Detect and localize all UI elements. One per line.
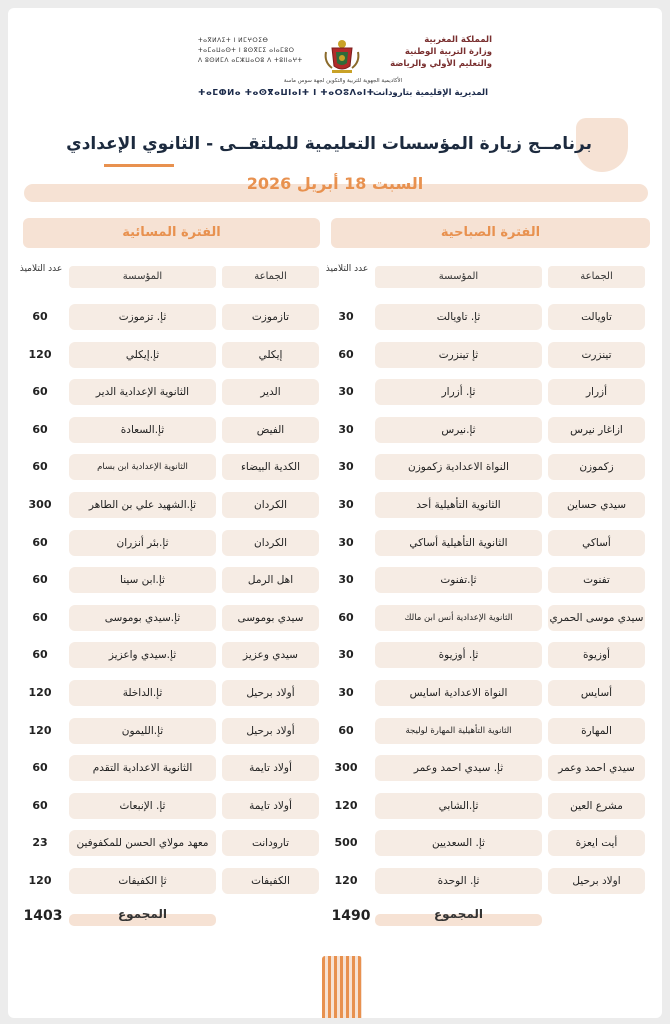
- morning-commune-cell: تينزرت: [548, 342, 645, 368]
- evening-commune-cell: أولاد تايمة: [222, 793, 319, 819]
- header-ar-line: والتعليم الأولي والرياضة: [390, 59, 492, 69]
- morning-count-cell: 300: [334, 761, 358, 774]
- morning-commune-cell: أوزيوة: [548, 642, 645, 668]
- morning-count-cell: 30: [338, 686, 354, 699]
- evening-school-cell: ثإ.الشهيد علي بن الطاهر: [69, 492, 216, 518]
- morning-count-cell: 30: [338, 648, 354, 661]
- evening-commune-cell: أولاد برحيل: [222, 718, 319, 744]
- evening-count-cell: 60: [32, 423, 48, 436]
- evening-count-cell: 60: [32, 573, 48, 586]
- royal-emblem-icon: [322, 36, 362, 76]
- evening-count-cell: 60: [32, 761, 48, 774]
- morning-commune-cell: أساكي: [548, 530, 645, 556]
- evening-count-cell: 120: [28, 874, 52, 887]
- header-academy-line: الأكاديمية الجهوية للتربية والتكوين لجهة سوس ماسة: [283, 78, 403, 84]
- morning-count-cell: 30: [338, 573, 354, 586]
- title-separator: -: [200, 134, 220, 154]
- evening-count-cell: 120: [28, 724, 52, 737]
- morning-school-cell: الثانوية التأهيلية أساكي: [375, 530, 542, 556]
- evening-commune-cell: إيكلي: [222, 342, 319, 368]
- evening-count-cell: 60: [32, 310, 48, 323]
- evening-commune-cell: الكدية البيضاء: [222, 454, 319, 480]
- morning-school-cell: النواة الاعدادية زكموزن: [375, 454, 542, 480]
- evening-school-cell: الثانوية الإعدادية ابن بسام: [69, 454, 216, 480]
- morning-col-commune: الجماعة: [548, 266, 645, 288]
- morning-count-cell: 500: [334, 836, 358, 849]
- evening-commune-cell: أولاد تايمة: [222, 755, 319, 781]
- evening-commune-cell: تازموزت: [222, 304, 319, 330]
- morning-school-cell: الثانوية الإعدادية أنس ابن مالك: [375, 605, 542, 631]
- header-directorate: [198, 88, 488, 102]
- evening-col-commune: الجماعة: [222, 266, 319, 288]
- title-main: برنامــج زيارة المؤسسات التعليمية للملتقــى: [219, 134, 592, 154]
- morning-commune-cell: مشرع العين: [548, 793, 645, 819]
- morning-school-cell: ثإ تينزرت: [375, 342, 542, 368]
- evening-school-cell: ثإ الكفيفات: [69, 868, 216, 894]
- evening-school-cell: معهد مولاي الحسن للمكفوفين: [69, 830, 216, 856]
- morning-count-cell: 120: [334, 799, 358, 812]
- evening-col-count: عدد التلاميذ: [19, 264, 63, 274]
- header-arabic-block: [342, 34, 492, 70]
- header-tf-line: ⴷ ⵓⵙⵍⵎⴷ ⴰⵎⵣⵡⴰⵔⵓ ⴷ ⵜⵓⵏⵏⴰⵖⵜ: [198, 57, 303, 64]
- title-block: [8, 118, 662, 178]
- evening-school-cell: ثإ.ابن سينا: [69, 567, 216, 593]
- header-ar-line: وزارة التربية الوطنية: [404, 47, 492, 57]
- evening-school-cell: ثإ.الداخلة: [69, 680, 216, 706]
- evening-commune-cell: الكردان: [222, 492, 319, 518]
- morning-commune-cell: أيت ايعزة: [548, 830, 645, 856]
- morning-school-cell: ثإ. السعديين: [375, 830, 542, 856]
- evening-count-cell: 120: [28, 686, 52, 699]
- morning-count-cell: 120: [334, 874, 358, 887]
- morning-period-header: الفترة الصباحية: [331, 218, 650, 248]
- morning-commune-cell: زكموزن: [548, 454, 645, 480]
- directorate-tifinagh: ⵜⴰⵎⵀⵍⴰ ⵜⴰⵙⴳⴰⵡⵏⴰⵏⵜ ⵏ ⵜⴰⵔⵓⴷⴰⵏⵜ: [198, 88, 375, 98]
- morning-count-cell: 30: [338, 385, 354, 398]
- morning-school-cell: النواة الاعدادية اسايس: [375, 680, 542, 706]
- evening-commune-cell: الكفيفات: [222, 868, 319, 894]
- morning-commune-cell: سيدي حساين: [548, 492, 645, 518]
- evening-count-cell: 60: [32, 536, 48, 549]
- morning-col-school: المؤسسة: [375, 266, 542, 288]
- morning-total-label: المجموع: [433, 907, 484, 921]
- evening-school-cell: ثإ.إيكلي: [69, 342, 216, 368]
- morning-school-cell: ثإ. أزرار: [375, 379, 542, 405]
- evening-commune-cell: سيدي بوموسى: [222, 605, 319, 631]
- morning-count-cell: 60: [338, 348, 354, 361]
- evening-commune-cell: الدير: [222, 379, 319, 405]
- header-tf-line: ⵜⴰⵎⴰⵡⴰⵙⵜ ⵏ ⵓⵙⴳⵎⵉ ⴰⵏⴰⵎⵓⵔ: [198, 47, 295, 54]
- page-title: [66, 134, 592, 154]
- evening-commune-cell: تارودانت: [222, 830, 319, 856]
- evening-school-cell: ثإ. الإنبعاث: [69, 793, 216, 819]
- header-ar-line: المملكة المغربية: [424, 35, 492, 45]
- morning-col-count: عدد التلاميذ: [325, 264, 369, 274]
- evening-school-cell: ثإ. تزموزت: [69, 304, 216, 330]
- evening-col-school: المؤسسة: [69, 266, 216, 288]
- evening-count-cell: 300: [28, 498, 52, 511]
- evening-school-cell: ثإ.السعادة: [69, 417, 216, 443]
- morning-count-cell: 30: [338, 498, 354, 511]
- evening-count-cell: 60: [32, 648, 48, 661]
- morning-commune-cell: أزرار: [548, 379, 645, 405]
- evening-school-cell: ثإ.بئر أنزران: [69, 530, 216, 556]
- event-date: السبت 18 أبريل 2026: [246, 174, 424, 193]
- morning-school-cell: ثإ. سيدي احمد وعمر: [375, 755, 542, 781]
- morning-count-cell: 30: [338, 536, 354, 549]
- evening-school-cell: ثإ.سيدي واعزيز: [69, 642, 216, 668]
- morning-commune-cell: سيدي احمد وعمر: [548, 755, 645, 781]
- morning-count-cell: 30: [338, 310, 354, 323]
- morning-school-cell: ثإ.الشابي: [375, 793, 542, 819]
- morning-school-cell: ثإ. الوحدة: [375, 868, 542, 894]
- evening-period-header: الفترة المسائية: [23, 218, 320, 248]
- evening-commune-cell: الفيض: [222, 417, 319, 443]
- evening-count-cell: 60: [32, 799, 48, 812]
- morning-school-cell: ثإ.تفنوت: [375, 567, 542, 593]
- evening-count-cell: 23: [32, 836, 48, 849]
- morning-count-cell: 60: [338, 611, 354, 624]
- morning-commune-cell: اولاد برحيل: [548, 868, 645, 894]
- morning-school-cell: الثانوية التأهيلية أحد: [375, 492, 542, 518]
- evening-count-cell: 60: [32, 611, 48, 624]
- evening-total-value: 1403: [23, 908, 63, 924]
- evening-school-cell: ثإ.الليمون: [69, 718, 216, 744]
- morning-count-cell: 30: [338, 423, 354, 436]
- morning-commune-cell: المهارة: [548, 718, 645, 744]
- morning-school-cell: الثانوية التأهيلية المهارة لوليجة: [375, 718, 542, 744]
- header-tifinagh-block: [198, 36, 318, 66]
- morning-commune-cell: ازاغار نيرس: [548, 417, 645, 443]
- header-tf-line: ⵜⴰⴳⵍⴷⵉⵜ ⵏ ⵍⵎⵖⵔⵉⴱ: [198, 37, 269, 44]
- evening-count-cell: 60: [32, 385, 48, 398]
- document-sheet: [8, 8, 662, 1018]
- morning-total-value: 1490: [331, 908, 371, 924]
- evening-commune-cell: أولاد برحيل: [222, 680, 319, 706]
- morning-count-cell: 60: [338, 724, 354, 737]
- morning-commune-cell: سيدي موسى الحمري: [548, 605, 645, 631]
- morning-commune-cell: تاويالت: [548, 304, 645, 330]
- evening-commune-cell: الكردان: [222, 530, 319, 556]
- title-highlight: الثانوي الإعدادي: [66, 134, 201, 154]
- evening-commune-cell: اهل الرمل: [222, 567, 319, 593]
- evening-total-label: المجموع: [117, 907, 168, 921]
- morning-commune-cell: أسايس: [548, 680, 645, 706]
- morning-commune-cell: تفنوت: [548, 567, 645, 593]
- morning-school-cell: ثإ.نيرس: [375, 417, 542, 443]
- directorate-arabic: المديرية الإقليمية بتارودانت: [372, 88, 488, 98]
- evening-count-cell: 120: [28, 348, 52, 361]
- evening-school-cell: الثانوية الاعدادية التقدم: [69, 755, 216, 781]
- evening-commune-cell: سيدي وعزيز: [222, 642, 319, 668]
- evening-school-cell: الثانوية الإعدادية الدير: [69, 379, 216, 405]
- evening-count-cell: 60: [32, 460, 48, 473]
- morning-school-cell: ثإ. تاويالت: [375, 304, 542, 330]
- ministry-header: [8, 22, 662, 102]
- evening-school-cell: ثإ.سيدي بوموسى: [69, 605, 216, 631]
- footer-decoration: [322, 956, 362, 1018]
- morning-count-cell: 30: [338, 460, 354, 473]
- morning-school-cell: ثإ. أوزيوة: [375, 642, 542, 668]
- title-underline: [104, 164, 174, 167]
